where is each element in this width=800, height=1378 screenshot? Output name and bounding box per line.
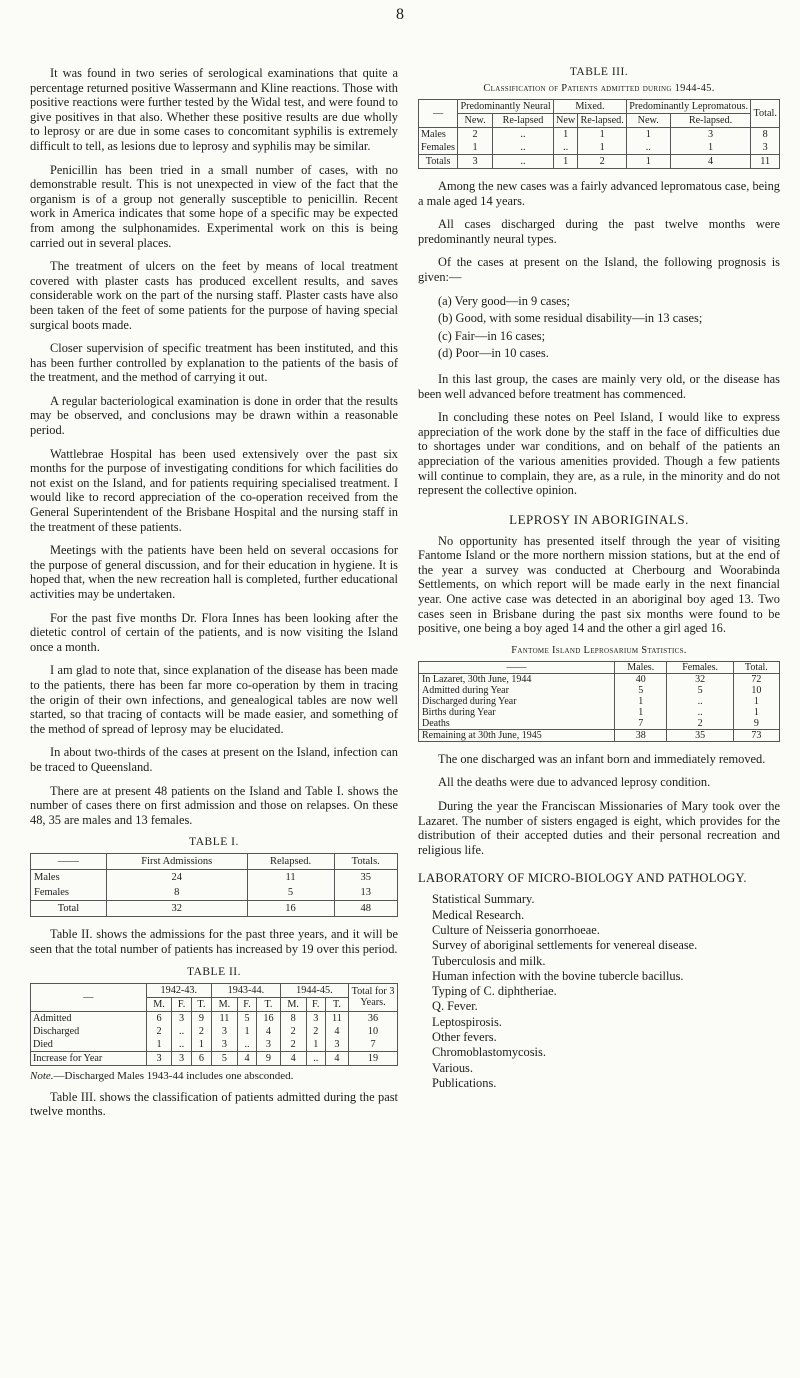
table-cell: 4 [257, 1025, 281, 1038]
table-cell: .. [667, 707, 733, 718]
list-item: Typing of C. diphtheriae. [432, 984, 557, 999]
table-cell: 2 [306, 1025, 325, 1038]
table-header: M. [212, 997, 238, 1011]
table-cell: 4 [325, 1025, 348, 1038]
paragraph: Penicillin has been tried in a small number of cases, with no demonstrable result. This is not unexpected in view of the fact that the organism is of a group not generally susceptible to penicillin. Recent work in America indicates that some hope of a specific may be expected from among the sulphonamides. Experimental work on this is being carried out in several places. [30, 162, 398, 250]
paragraph: The treatment of ulcers on the feet by means of local treatment covered with plaster casts has produced excellent results, and saves considerable work on the part of the nursing staff. Plaster casts have also been taken of the feet of some patients for the purpose of having special surgical boots made. [30, 259, 398, 332]
list-item: Various. [432, 1060, 473, 1075]
paragraph: A regular bacteriological examination is done in order that the results may be observed, and conclusions may be drawn within a reasonable period. [30, 393, 398, 438]
table-cell: 1 [733, 707, 779, 718]
table-cell: 4 [325, 1051, 348, 1065]
table-cell: 3 [172, 1051, 191, 1065]
paragraph: There are at present 48 patients on the Island and Table I. shows the number of cases there on first admission and those on relapses. On these 48, 35 are males and 13 females. [30, 783, 398, 827]
table-cell: 2 [280, 1038, 306, 1052]
section-heading: LABORATORY OF MICRO-BIOLOGY AND PATHOLOGY. [418, 871, 747, 886]
table-cell: 2 [578, 155, 627, 169]
table-cell: 3 [257, 1038, 281, 1052]
table-header: Total for 3 Years. [349, 983, 398, 1011]
table-cell: 1 [614, 696, 667, 707]
table-cell: 3 [212, 1038, 238, 1052]
table-cell: 1 [614, 707, 667, 718]
table-cell: 16 [247, 901, 334, 917]
table-header: F. [172, 997, 191, 1011]
table-2 [30, 983, 398, 1066]
table-3-title: TABLE III. [569, 66, 629, 78]
table-header: 1944-45. [280, 983, 348, 997]
table-cell: .. [492, 128, 553, 142]
table-cell: 16 [257, 1011, 281, 1025]
lab-contents-list [418, 892, 780, 1091]
table-header: New [553, 114, 577, 128]
table-header: F. [306, 997, 325, 1011]
prognosis-item: (d) Poor—in 10 cases. [438, 346, 549, 361]
table-cell: 8 [751, 128, 780, 142]
table-header: 1943-44. [212, 983, 281, 997]
list-item: Tuberculosis and milk. [432, 953, 546, 968]
list-item: Leptospirosis. [432, 1014, 502, 1029]
paragraph: The one discharged was an infant born and immediately removed. [438, 751, 766, 766]
table-cell: 1 [733, 696, 779, 707]
table-cell: .. [626, 141, 670, 155]
table-cell: Total [31, 901, 107, 917]
list-item: Other fevers. [432, 1030, 497, 1045]
table-4-title: Fantome Island Leprosarium Statistics. [511, 644, 687, 656]
table-cell: Discharged [31, 1025, 147, 1038]
paragraph: Wattlebrae Hospital has been used extensively over the past six months for the purpose of investigating conditions for which facilities do not exist on the Island, and for patients requiring specialised treatment. I would like to record appreciation of the co-operation received from the General Superintendent of the Brisbane Hospital and the nursing staff in the treatment of these patients. [30, 446, 398, 534]
table-cell: 5 [212, 1051, 238, 1065]
table-cell: 5 [237, 1011, 256, 1025]
table-cell: 72 [733, 673, 779, 685]
table-header: —— [31, 854, 107, 870]
table-header: New. [626, 114, 670, 128]
table-header: Females. [667, 661, 733, 673]
table-header: — [31, 983, 147, 1011]
table-cell: 11 [247, 870, 334, 886]
page-number: 8 [396, 6, 404, 23]
right-column [418, 66, 780, 1091]
table-header: Re-lapsed. [578, 114, 627, 128]
table-cell: Admitted during Year [419, 685, 615, 696]
paragraph: All cases discharged during the past twelve months were predominantly neural types. [418, 217, 780, 246]
table-header: Mixed. [553, 100, 626, 114]
table-header: — [419, 100, 458, 128]
table-header: M. [146, 997, 172, 1011]
table-cell: 1 [306, 1038, 325, 1052]
table-cell: 4 [280, 1051, 306, 1065]
table-cell: 6 [146, 1011, 172, 1025]
table-header: Total. [733, 661, 779, 673]
table-header: —— [419, 661, 615, 673]
table-header: Total. [751, 100, 780, 128]
table-header: Males. [614, 661, 667, 673]
table-cell: .. [172, 1025, 191, 1038]
note-label: Note. [30, 1069, 54, 1082]
list-item: Q. Fever. [432, 999, 478, 1014]
table-cell: 3 [458, 155, 493, 169]
paragraph: Meetings with the patients have been held on several occasions for the purpose of general discussion, and for their education in hygiene. It is hoped that, when the new recreation hall is completed, further educational activities may be undertaken. [30, 543, 398, 601]
table-cell: 35 [667, 729, 733, 741]
paragraph: No opportunity has presented itself through the year of visiting Fantome Island or the more northern mission stations, but at the end of the year a survey was conducted at Cherbourg and Woorabinda Settlements, on which report will be made early in the next financial year. One active case was detected in an aboriginal boy aged 13. Two cases seen in Brisbane during the past six months were found to be positive, one being a boy aged 14 and the other a girl aged 16. [418, 533, 780, 636]
table-cell: Admitted [31, 1011, 147, 1025]
table-cell: 40 [614, 673, 667, 685]
table-cell: 3 [146, 1051, 172, 1065]
table-cell: 11 [325, 1011, 348, 1025]
section-heading: LEPROSY IN ABORIGINALS. [509, 511, 689, 527]
table-header: F. [237, 997, 256, 1011]
table-header: Relapsed. [247, 854, 334, 870]
table-cell: .. [553, 141, 577, 155]
table-cell: 36 [349, 1011, 398, 1025]
table-cell: 38 [614, 729, 667, 741]
table-cell: 2 [191, 1025, 211, 1038]
table-cell: .. [306, 1051, 325, 1065]
table-1 [30, 853, 398, 917]
table-cell: 3 [306, 1011, 325, 1025]
prognosis-item: (a) Very good—in 9 cases; [438, 293, 570, 308]
table-3 [418, 99, 780, 169]
table-header: New. [458, 114, 493, 128]
table-cell: 2 [280, 1025, 306, 1038]
prognosis-item: (c) Fair—in 16 cases; [438, 328, 546, 343]
table-header: Predominantly Neural [458, 100, 554, 114]
table-cell: 1 [237, 1025, 256, 1038]
paragraph: Table III. shows the classification of patients admitted during the past twelve months. [30, 1089, 398, 1119]
paragraph: It was found in two series of serological examinations that quite a percentage returned positive Wassermann and Kline reactions. Those with positive reactions were further tested by the Widal test, and were found to give positives in that also. Whether these positive results are due wholly to leprosy or are due in some cases to concomitant syphilis is extremely difficult to tell, as lesions due to leprosy and syphilis may be similar. [30, 66, 398, 153]
table-cell: 8 [280, 1011, 306, 1025]
paragraph: Among the new cases was a fairly advanced lepromatous case, being a male aged 14 years. [418, 179, 780, 208]
table-cell: 1 [626, 155, 670, 169]
table-cell: 8 [106, 885, 247, 901]
table-cell: 13 [334, 885, 398, 901]
table-cell: Males [419, 128, 458, 142]
table-cell: .. [492, 155, 553, 169]
table-cell: 9 [257, 1051, 281, 1065]
table-cell: 10 [733, 685, 779, 696]
table-cell: 1 [146, 1038, 172, 1052]
table-cell: 2 [458, 128, 493, 142]
table-header: Totals. [334, 854, 398, 870]
table-cell: 11 [212, 1011, 238, 1025]
list-item: Culture of Neisseria gonorrhoeae. [432, 923, 600, 937]
table-cell: Deaths [419, 718, 615, 730]
table-cell: 1 [578, 128, 627, 142]
table-cell: 7 [349, 1038, 398, 1052]
list-item: Statistical Summary. [432, 892, 535, 907]
table-2-title: TABLE II. [186, 965, 242, 978]
table-cell: 4 [670, 155, 751, 169]
table-cell: 5 [247, 885, 334, 901]
list-item: Medical Research. [432, 907, 525, 922]
table-cell: .. [237, 1038, 256, 1052]
table-cell: Females [31, 885, 107, 901]
table-4 [418, 661, 780, 742]
table-cell: Births during Year [419, 707, 615, 718]
table-cell: 2 [667, 718, 733, 730]
table-cell: 2 [146, 1025, 172, 1038]
table-cell: 1 [553, 128, 577, 142]
table-header: Predominantly Lepromatous. [626, 100, 751, 114]
table-header: First Admissions [106, 854, 247, 870]
paragraph: In about two-thirds of the cases at present on the Island, infection can be traced to Queensland. [30, 745, 398, 774]
left-column [30, 66, 398, 1128]
table-cell: 73 [733, 729, 779, 741]
table-cell: 48 [334, 901, 398, 917]
table-cell: 3 [751, 141, 780, 155]
table-cell: Remaining at 30th June, 1945 [419, 729, 615, 741]
table-cell: 5 [614, 685, 667, 696]
table-cell: .. [172, 1038, 191, 1052]
paragraph: All the deaths were due to advanced leprosy condition. [438, 775, 711, 790]
list-item: Human infection with the bovine tubercle bacillus. [432, 968, 684, 983]
table-header: 1942-43. [146, 983, 211, 997]
table-cell: 3 [325, 1038, 348, 1052]
table-cell: 1 [458, 141, 493, 155]
table-cell: 32 [106, 901, 247, 917]
paragraph: In this last group, the cases are mainly very old, or the disease has been well advanced before treatment has commenced. [418, 371, 780, 401]
table-cell: Died [31, 1038, 147, 1052]
table-header: Re-lapsed. [670, 114, 751, 128]
table-cell: Discharged during Year [419, 696, 615, 707]
prognosis-item: (b) Good, with some residual disability—in 13 cases; [438, 311, 703, 326]
table-cell: 9 [733, 718, 779, 730]
table-cell: 1 [578, 141, 627, 155]
table-cell: 3 [172, 1011, 191, 1025]
list-item: Survey of aboriginal settlements for venereal disease. [432, 938, 698, 953]
list-item: Chromoblastomycosis. [432, 1045, 546, 1060]
table-2-note [30, 1070, 398, 1082]
table-cell: 10 [349, 1025, 398, 1038]
paragraph: During the year the Franciscan Missionaries of Mary took over the Lazaret. The number of sisters engaged is eight, which provides for the distribution of their accepted duties and their personal recreation and religious life. [418, 799, 780, 857]
table-header: T. [191, 997, 211, 1011]
table-header: T. [257, 997, 281, 1011]
table-cell: Totals [419, 155, 458, 169]
table-cell: 11 [751, 155, 780, 169]
table-cell: 6 [191, 1051, 211, 1065]
table-cell: 19 [349, 1051, 398, 1065]
paragraph: In concluding these notes on Peel Island, I would like to express appreciation of the work done by the staff in the face of difficulties due to shortages under war conditions, and on behalf of the patients an appreciation of the various amenities provided. Though a few patients will continue to complain, they are, as a rule, in the minority and do not represent the collective opinion. [418, 410, 780, 498]
table-cell: .. [667, 696, 733, 707]
table-cell: .. [492, 141, 553, 155]
table-header: Re-lapsed [492, 114, 553, 128]
paragraph: I am glad to note that, since explanation of the disease has been made to the patients, there has been far more co-operation by them in tracing the origin of their own infections, and genealogical tables are now well started, so that tracing of contacts will be made easier, and something of the method of spread of leprosy may be elucidated. [30, 663, 398, 736]
table-cell: 3 [212, 1025, 238, 1038]
paragraph: Closer supervision of specific treatment has been instituted, and this has been further controlled by explanation to the patients of the basis of the treatment, and the method of carrying it out. [30, 341, 398, 385]
table-cell: 1 [626, 128, 670, 142]
table-cell: Males [31, 870, 107, 886]
table-cell: 5 [667, 685, 733, 696]
table-cell: 1 [670, 141, 751, 155]
table-3-caption: Classification of Patients admitted during 1944-45. [483, 83, 715, 94]
note-text: —Discharged Males 1943-44 includes one absconded. [53, 1069, 294, 1082]
table-cell: 3 [670, 128, 751, 142]
table-cell: 1 [191, 1038, 211, 1052]
table-cell: Increase for Year [31, 1051, 147, 1065]
table-cell: 4 [237, 1051, 256, 1065]
table-cell: 7 [614, 718, 667, 730]
table-cell: 1 [553, 155, 577, 169]
table-cell: In Lazaret, 30th June, 1944 [419, 673, 615, 685]
table-header: T. [325, 997, 348, 1011]
paragraph: Table II. shows the admissions for the past three years, and it will be seen that the total number of patients has increased by 19 over this period. [30, 927, 398, 956]
table-1-title: TABLE I. [189, 836, 239, 849]
table-cell: 24 [106, 870, 247, 886]
paragraph: For the past five months Dr. Flora Innes has been looking after the dietetic control of certain of the patients, and is now visiting the Island once a month. [30, 610, 398, 654]
paragraph: Of the cases at present on the Island, the following prognosis is given:— [418, 255, 780, 284]
table-cell: 9 [191, 1011, 211, 1025]
table-cell: 32 [667, 673, 733, 685]
table-header: M. [280, 997, 306, 1011]
list-item: Publications. [432, 1075, 497, 1090]
table-cell: Females [419, 141, 458, 155]
table-cell: 35 [334, 870, 398, 886]
